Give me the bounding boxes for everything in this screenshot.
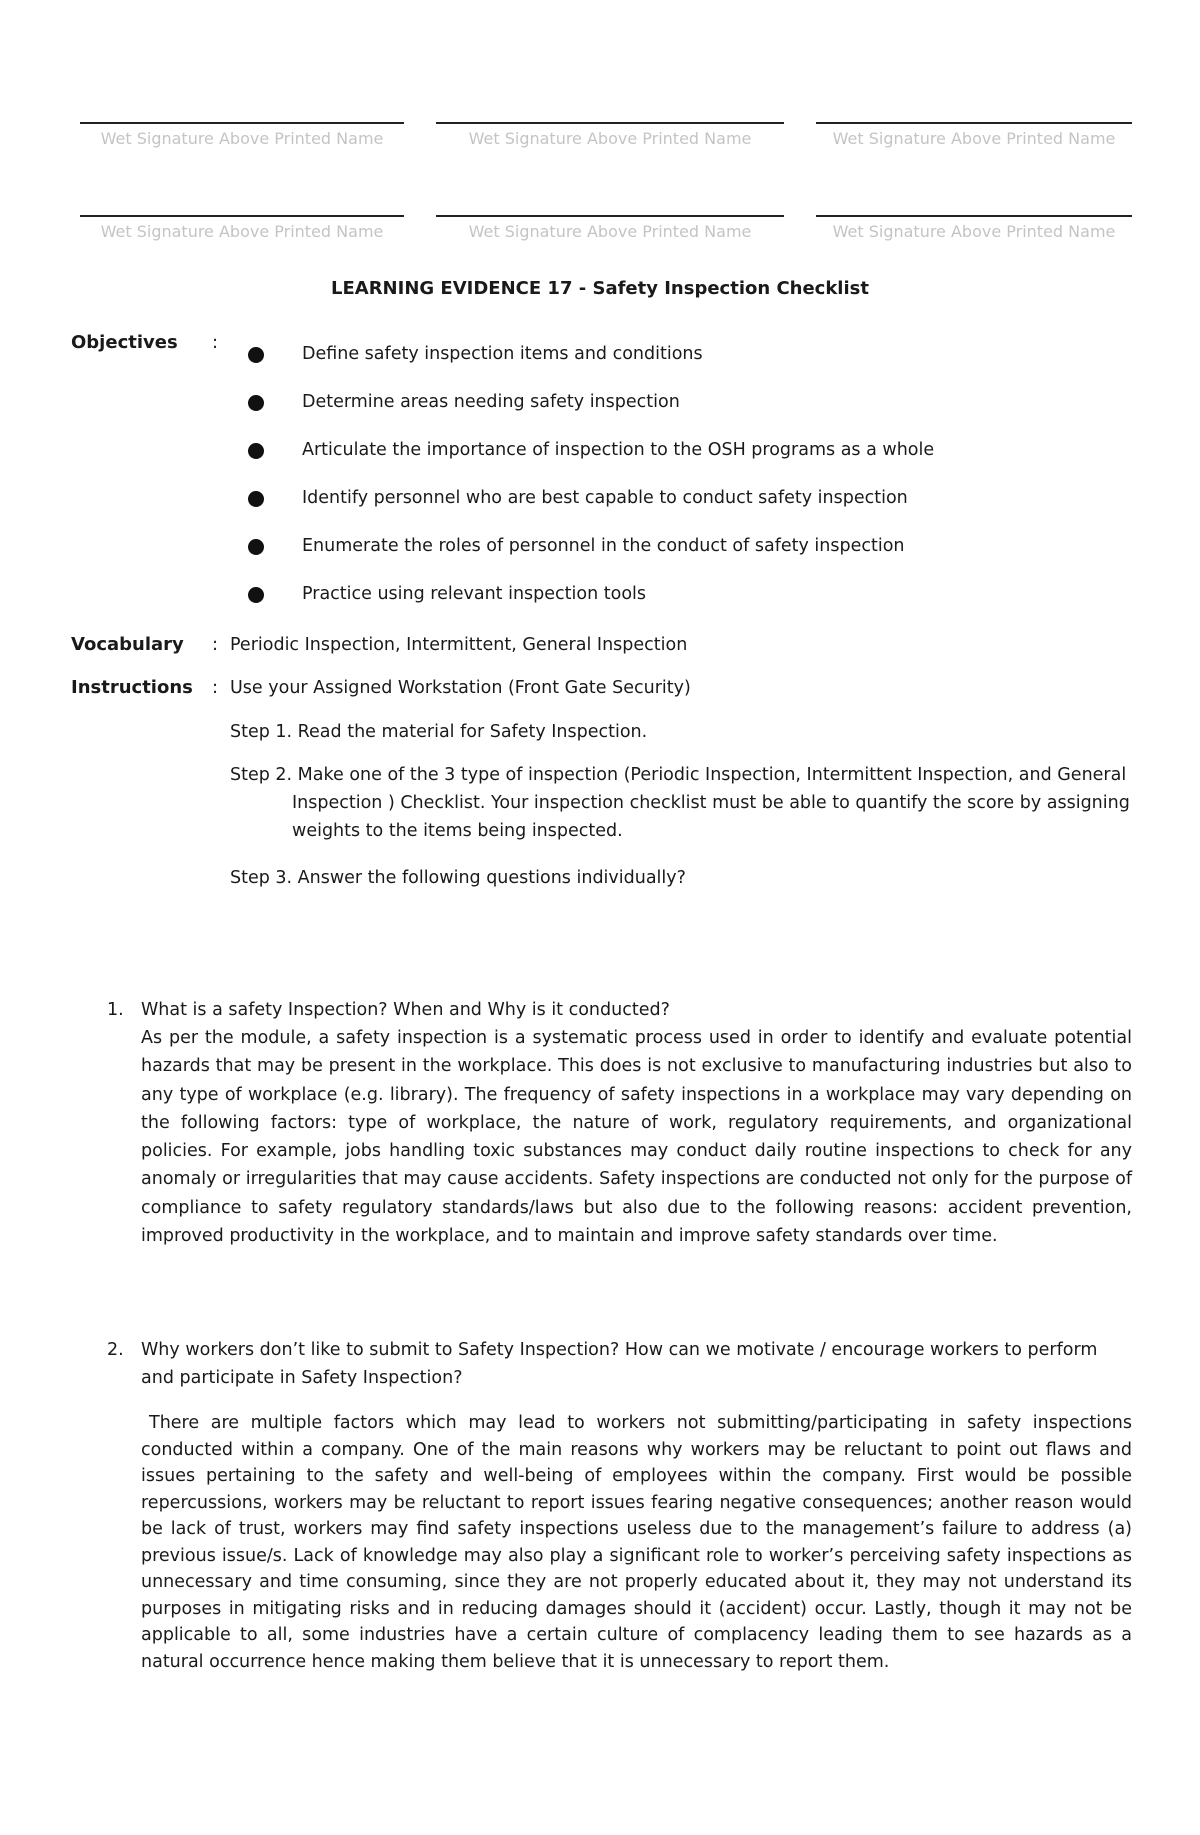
signature-label: Wet Signature Above Printed Name: [100, 129, 384, 148]
signature-block: [816, 122, 1132, 148]
signature-block: [80, 215, 404, 241]
signature-line: [816, 215, 1132, 217]
question-number: 2.: [107, 1340, 124, 1360]
bullet-icon: [248, 587, 264, 603]
signature-row-2: [80, 215, 1132, 241]
signature-line: [80, 215, 404, 217]
instruction-step-1: Step 1. Read the material for Safety Inspection.: [230, 722, 648, 742]
objective-item: Identify personnel who are best capable to conduct safety inspection: [246, 483, 934, 531]
instruction-step-3: Step 3. Answer the following questions individually?: [230, 868, 686, 888]
vocabulary-label: Vocabulary: [71, 634, 184, 655]
signature-label: Wet Signature Above Printed Name: [468, 222, 752, 241]
vocabulary-colon: :: [212, 634, 219, 655]
document-title: LEARNING EVIDENCE 17 - Safety Inspection Checklist: [331, 278, 869, 299]
instructions-colon: :: [212, 677, 219, 698]
bullet-icon: [248, 539, 264, 555]
objective-item: Determine areas needing safety inspection: [246, 387, 934, 435]
answer-1: As per the module, a safety inspection is a systematic process used in order to identify and evaluate potential hazards that may be present in the workplace. This does is not exclusive to manufacturing industries but also to any type of workplace (e.g. library). The frequency of safety inspections in a workplace may vary depending on the following factors: type of workplace, the nature of work, regulatory requirements, and organizational policies. For example, jobs handling toxic substances may conduct daily routine inspections to check for any anomaly or irregularities that may cause accidents. Safety inspections are conducted not only for the purpose of compliance to safety regulatory standards/laws but also due to the following reasons: accident prevention, improved productivity in the workplace, and to maintain and improve safety standards over time.: [141, 1028, 1132, 1247]
objectives-list: [246, 339, 934, 627]
objective-item: Practice using relevant inspection tools: [246, 579, 934, 627]
signature-block: [436, 215, 784, 241]
question-text: Why workers don’t like to submit to Safety Inspection? How can we motivate / encourage workers to perform and participate in Safety Inspection?: [141, 1340, 1098, 1388]
vocabulary-value: Periodic Inspection, Intermittent, General Inspection: [230, 635, 688, 655]
objective-item: Define safety inspection items and conditions: [246, 339, 934, 387]
instructions-label: Instructions: [71, 677, 193, 698]
signature-label: Wet Signature Above Printed Name: [832, 129, 1116, 148]
signature-row-1: [80, 122, 1132, 148]
bullet-icon: [248, 347, 264, 363]
instruction-step-2: Step 2. Make one of the 3 type of inspection (Periodic Inspection, Intermittent Inspection, and General Inspection ) Checklist. Your inspection checklist must be able to quantify the score by assigning weights to the items being inspected.: [230, 765, 1130, 841]
signature-block: [816, 215, 1132, 241]
signature-label: Wet Signature Above Printed Name: [832, 222, 1116, 241]
signature-line: [436, 122, 784, 124]
signature-block: [80, 122, 404, 148]
question-number: 1.: [107, 1000, 124, 1020]
bullet-icon: [248, 443, 264, 459]
instructions-value: Use your Assigned Workstation (Front Gate Security): [230, 678, 691, 698]
question-1: [107, 996, 1132, 1024]
objective-item: Articulate the importance of inspection to the OSH programs as a whole: [246, 435, 934, 483]
signature-label: Wet Signature Above Printed Name: [100, 222, 384, 241]
question-text: What is a safety Inspection? When and Why is it conducted?: [141, 1000, 670, 1020]
signature-line: [816, 122, 1132, 124]
bullet-icon: [248, 491, 264, 507]
objectives-label: Objectives: [71, 332, 178, 353]
question-2: [107, 1336, 1132, 1392]
signature-block: [436, 122, 784, 148]
bullet-icon: [248, 395, 264, 411]
signature-label: Wet Signature Above Printed Name: [468, 129, 752, 148]
signature-line: [80, 122, 404, 124]
signature-line: [436, 215, 784, 217]
objectives-colon: :: [212, 332, 219, 353]
answer-2: There are multiple factors which may lead to workers not submitting/participating in safety inspections conducted within a company. One of the main reasons why workers may be reluctant to point out flaws and issues pertaining to the safety and well-being of employees within the company. First would be possible repercussions, workers may be reluctant to report issues fearing negative consequences; another reason would be lack of trust, workers may find safety inspections useless due to the management’s failure to address (a) previous issue/s. Lack of knowledge may also play a significant role to worker’s perceiving safety inspections as unnecessary and time consuming, since they are not properly educated about it, they may not understand its purposes in mitigating risks and in reducing damages should it (accident) occur. Lastly, though it may not be applicable to all, some industries have a certain culture of complacency leading them to see hazards as a natural occurrence hence making them believe that it is unnecessary to report them.: [141, 1413, 1132, 1672]
objective-item: Enumerate the roles of personnel in the conduct of safety inspection: [246, 531, 934, 579]
